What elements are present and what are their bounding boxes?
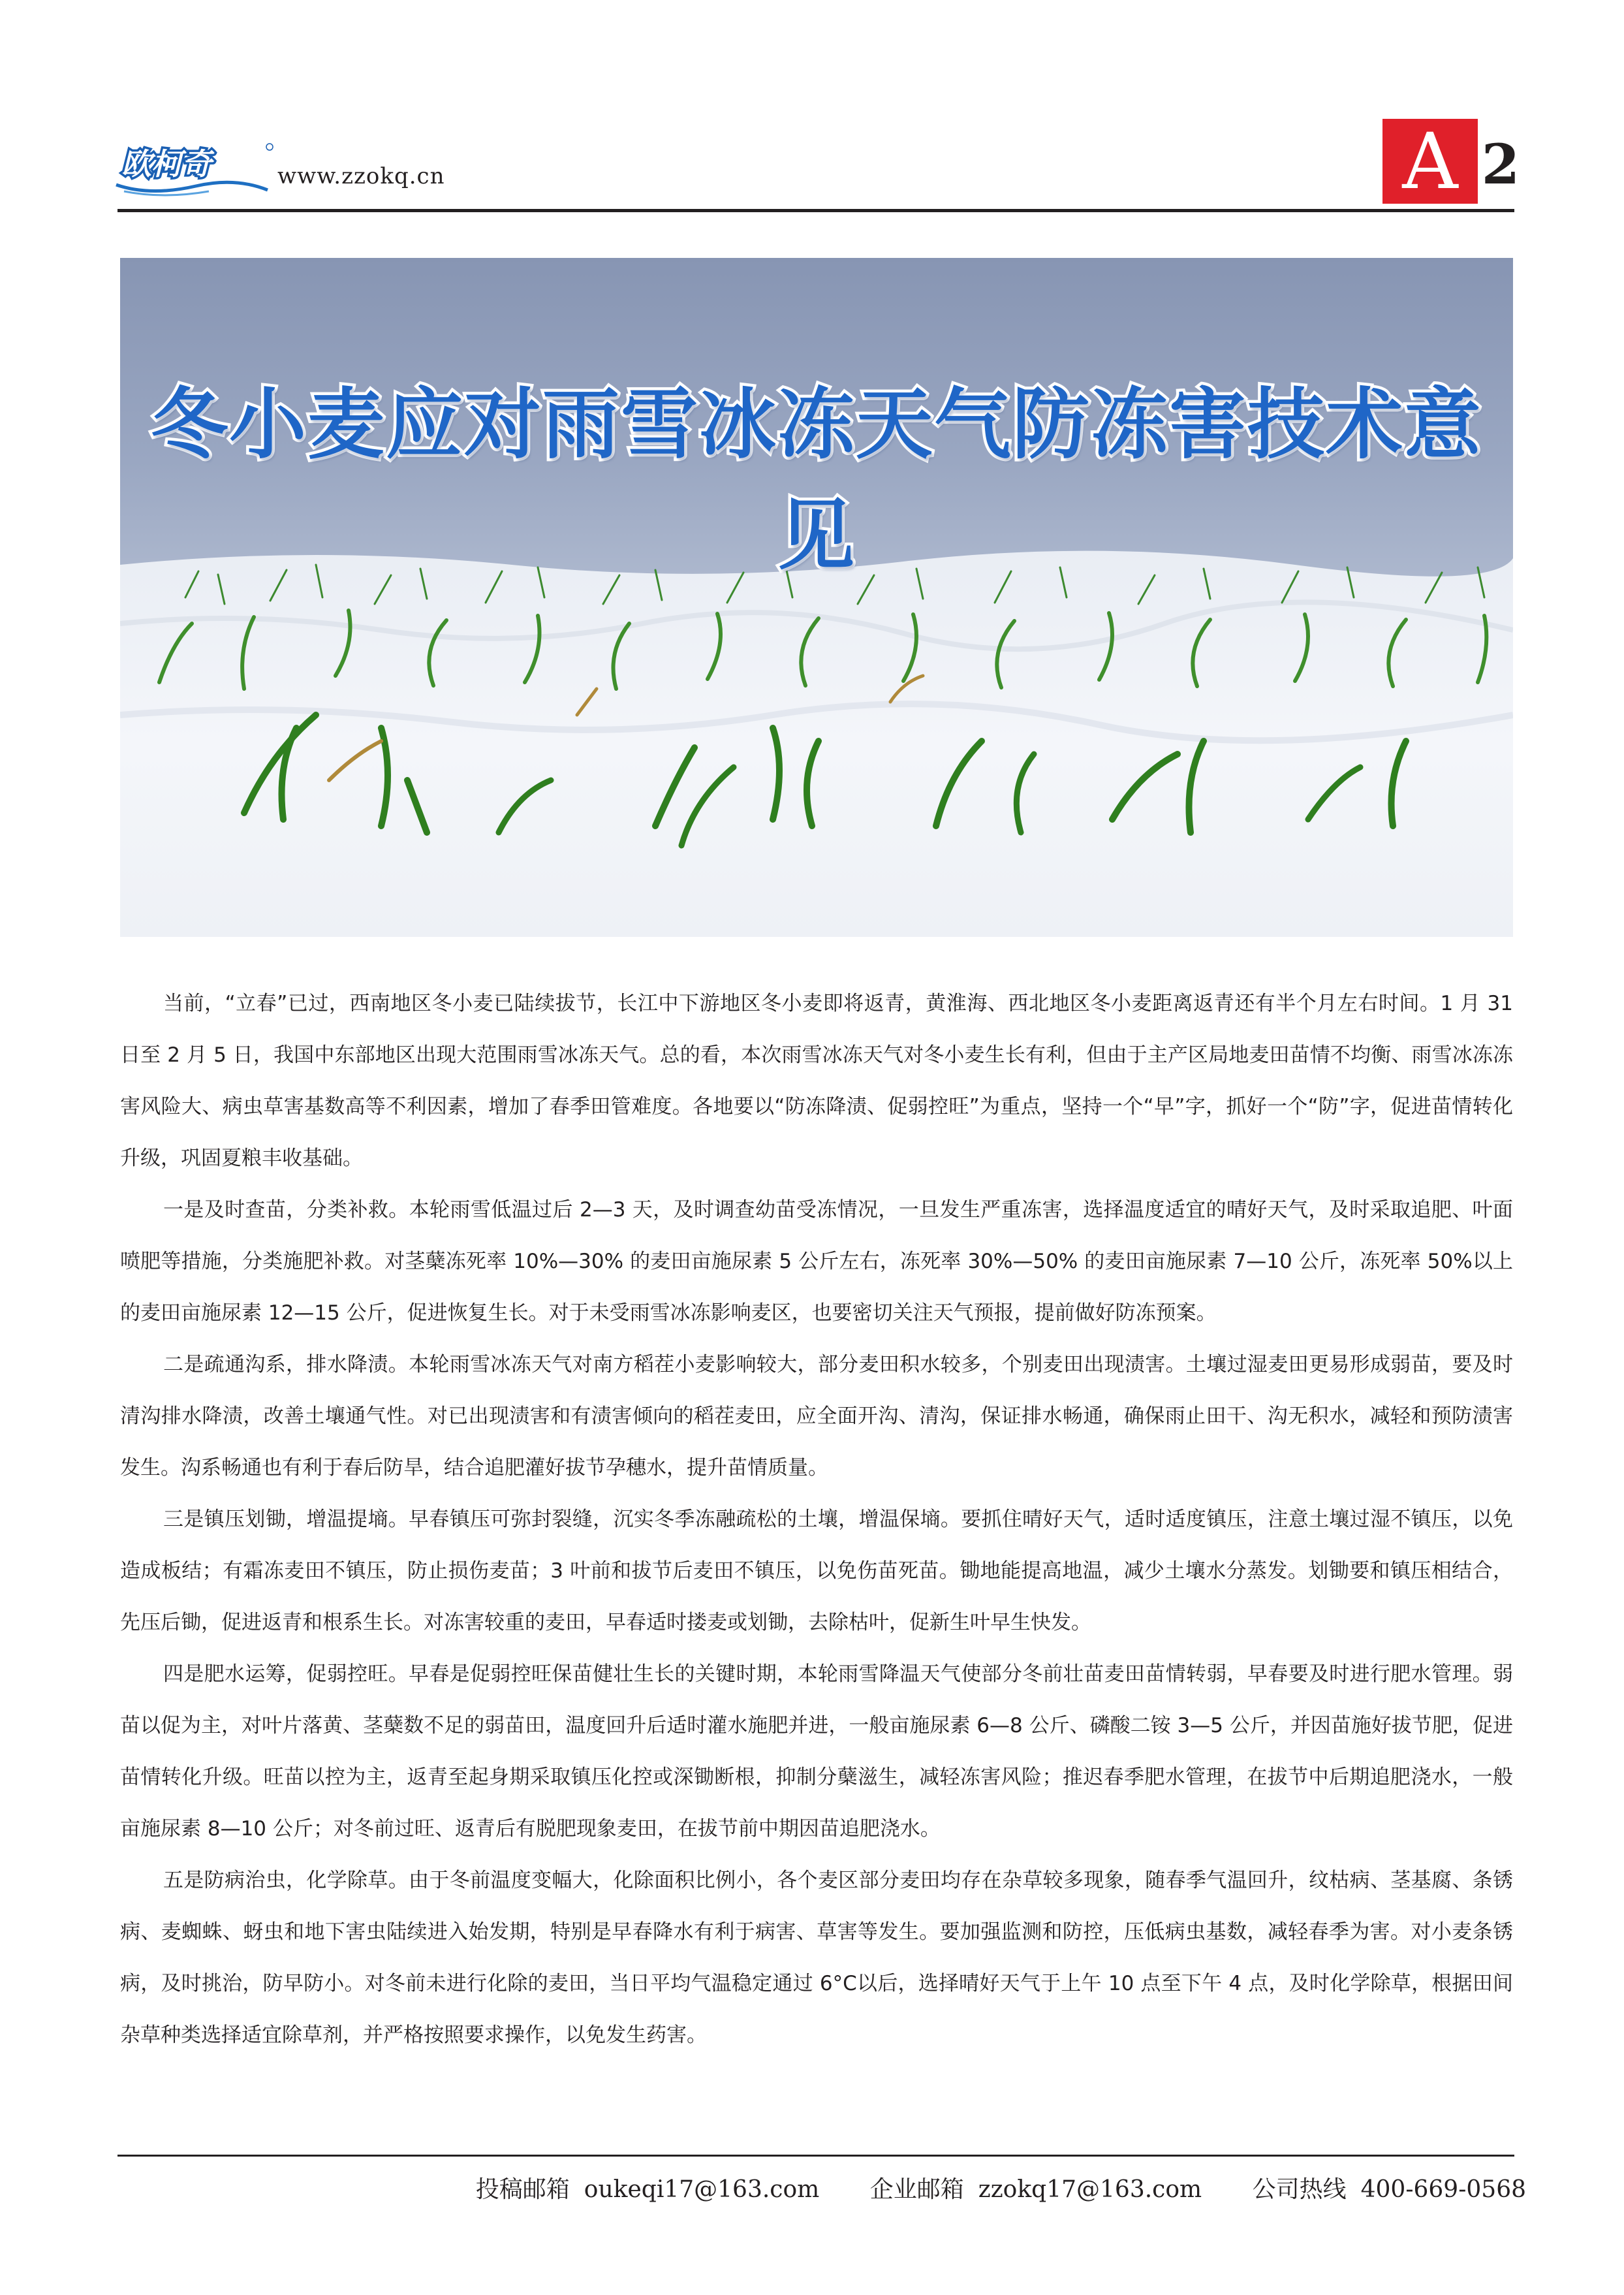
submission-email-label: 投稿邮箱 — [475, 2176, 570, 2203]
section-5-paragraph: 五是防病治虫，化学除草。由于冬前温度变幅大，化除面积比例小，各个麦区部分麦田均存在杂草较多现象，随春季气温回升，纹枯病、茎基腐、条锈病、麦蜘蛛、蚜虫和地下害虫陆续进入始发期，特别是早春降水有利于病害、草害等发生。要加强监测和防控，压低病虫基数，减轻春季为害。对小麦条锈病，及时挑治，防早防小。对冬前未进行化除的麦田，当日平均气温稳定通过 6°C以后，选择晴好天气于上午 10 点至下午 4 点，及时化学除草，根据田间杂草种类选择适宜除草剂，并严格按照要求操作，以免发生药害。 — [120, 1869, 1513, 2047]
section-1-paragraph: 一是及时查苗，分类补救。本轮雨雪低温过后 2—3 天，及时调查幼苗受冻情况，一旦发生严重冻害，选择温度适宜的晴好天气，及时采取追肥、叶面喷肥等措施，分类施肥补救。对茎蘖冻死率 10%—30% 的麦田亩施尿素 5 公斤左右，冻死率 30%—50% 的麦田亩施尿素 7—10 公斤，冻死率 50%以上的麦田亩施尿素 12—15 公斤，促进恢复生长。对于未受雨雪冰冻影响麦区，也要密切关注天气预报，提前做好防冻预案。 — [120, 1198, 1513, 1325]
company-email-label: 企业邮箱 — [869, 2176, 964, 2203]
header-divider — [117, 209, 1514, 212]
section-letter: A — [1382, 119, 1478, 204]
snowy-wheat-field-image — [120, 258, 1513, 937]
logo-text: 欧柯奇 — [121, 146, 211, 182]
article-body — [120, 978, 1513, 2061]
hotline-number[interactable]: 400-669-0568 — [1360, 2176, 1526, 2203]
footer-divider — [117, 2155, 1514, 2157]
section-3-paragraph: 三是镇压划锄，增温提墒。早春镇压可弥封裂缝，沉实冬季冻融疏松的土壤，增温保墒。要抓住晴好天气，适时适度镇压，注意土壤过湿不镇压，以免造成板结；有霜冻麦田不镇压，防止损伤麦苗；3 叶前和拔节后麦田不镇压，以免伤苗死苗。锄地能提高地温，减少土壤水分蒸发。划锄要和镇压相结合，先压后锄，促进返青和根系生长。对冻害较重的麦田，早春适时搂麦或划锄，去除枯叶，促新生叶早生快发。 — [120, 1508, 1513, 1634]
section-4-paragraph: 四是肥水运筹，促弱控旺。早春是促弱控旺保苗健壮生长的关键时期，本轮雨雪降温天气使部分冬前壮苗麦田苗情转弱，早春要及时进行肥水管理。弱苗以促为主，对叶片落黄、茎蘖数不足的弱苗田，温度回升后适时灌水施肥并进，一般亩施尿素 6—8 公斤、磷酸二铵 3—5 公斤，并因苗施好拔节肥，促进苗情转化升级。旺苗以控为主，返青至起身期采取镇压化控或深锄断根，抑制分蘖滋生，减轻冻害风险；推迟春季肥水管理，在拔节中后期追肥浇水，一般亩施尿素 8—10 公斤；对冬前过旺、返青后有脱肥现象麦田，在拔节前中期因苗追肥浇水。 — [120, 1662, 1513, 1841]
company-email[interactable]: zzokq17@163.com — [978, 2176, 1202, 2203]
page-number-badge — [1382, 116, 1523, 206]
section-2-paragraph: 二是疏通沟系，排水降渍。本轮雨雪冰冻天气对南方稻茬小麦影响较大，部分麦田积水较多，个别麦田出现渍害。土壤过湿麦田更易形成弱苗，要及时清沟排水降渍，改善土壤通气性。对已出现渍害和有渍害倾向的稻茬麦田，应全面开沟、清沟，保证排水畅通，确保雨止田干、沟无积水，减轻和预防渍害发生。沟系畅通也有利于春后防旱，结合追肥灌好拔节孕穗水，提升苗情质量。 — [120, 1353, 1513, 1480]
hero-image — [120, 258, 1513, 937]
hotline-label: 公司热线 — [1252, 2176, 1347, 2203]
article-title: 冬小麦应对雨雪冰冻天气防冻害技术意见 — [150, 379, 1482, 580]
brand-logo — [111, 134, 281, 206]
intro-paragraph: 当前，“立春”已过，西南地区冬小麦已陆续拔节，长江中下游地区冬小麦即将返青，黄淮海、西北地区冬小麦距离返青还有半个月左右时间。1 月 31 日至 2 月 5 日，我国中东部地区出现大范围雨雪冰冻天气。总的看，本次雨雪冰冻天气对冬小麦生长有利，但由于主产区局地麦田苗情不均衡、雨雪冰冻冻害风险大、病虫草害基数高等不利因素，增加了春季田管难度。各地要以“防冻降渍、促弱控旺”为重点，坚持一个“早”字，抓好一个“防”字，促进苗情转化升级，巩固夏粮丰收基础。 — [120, 992, 1513, 1170]
footer-contact — [476, 2171, 1526, 2204]
website-url[interactable]: www.zzokq.cn — [277, 163, 445, 189]
page-number: 2 — [1481, 132, 1520, 197]
submission-email[interactable]: oukeqi17@163.com — [584, 2176, 820, 2203]
